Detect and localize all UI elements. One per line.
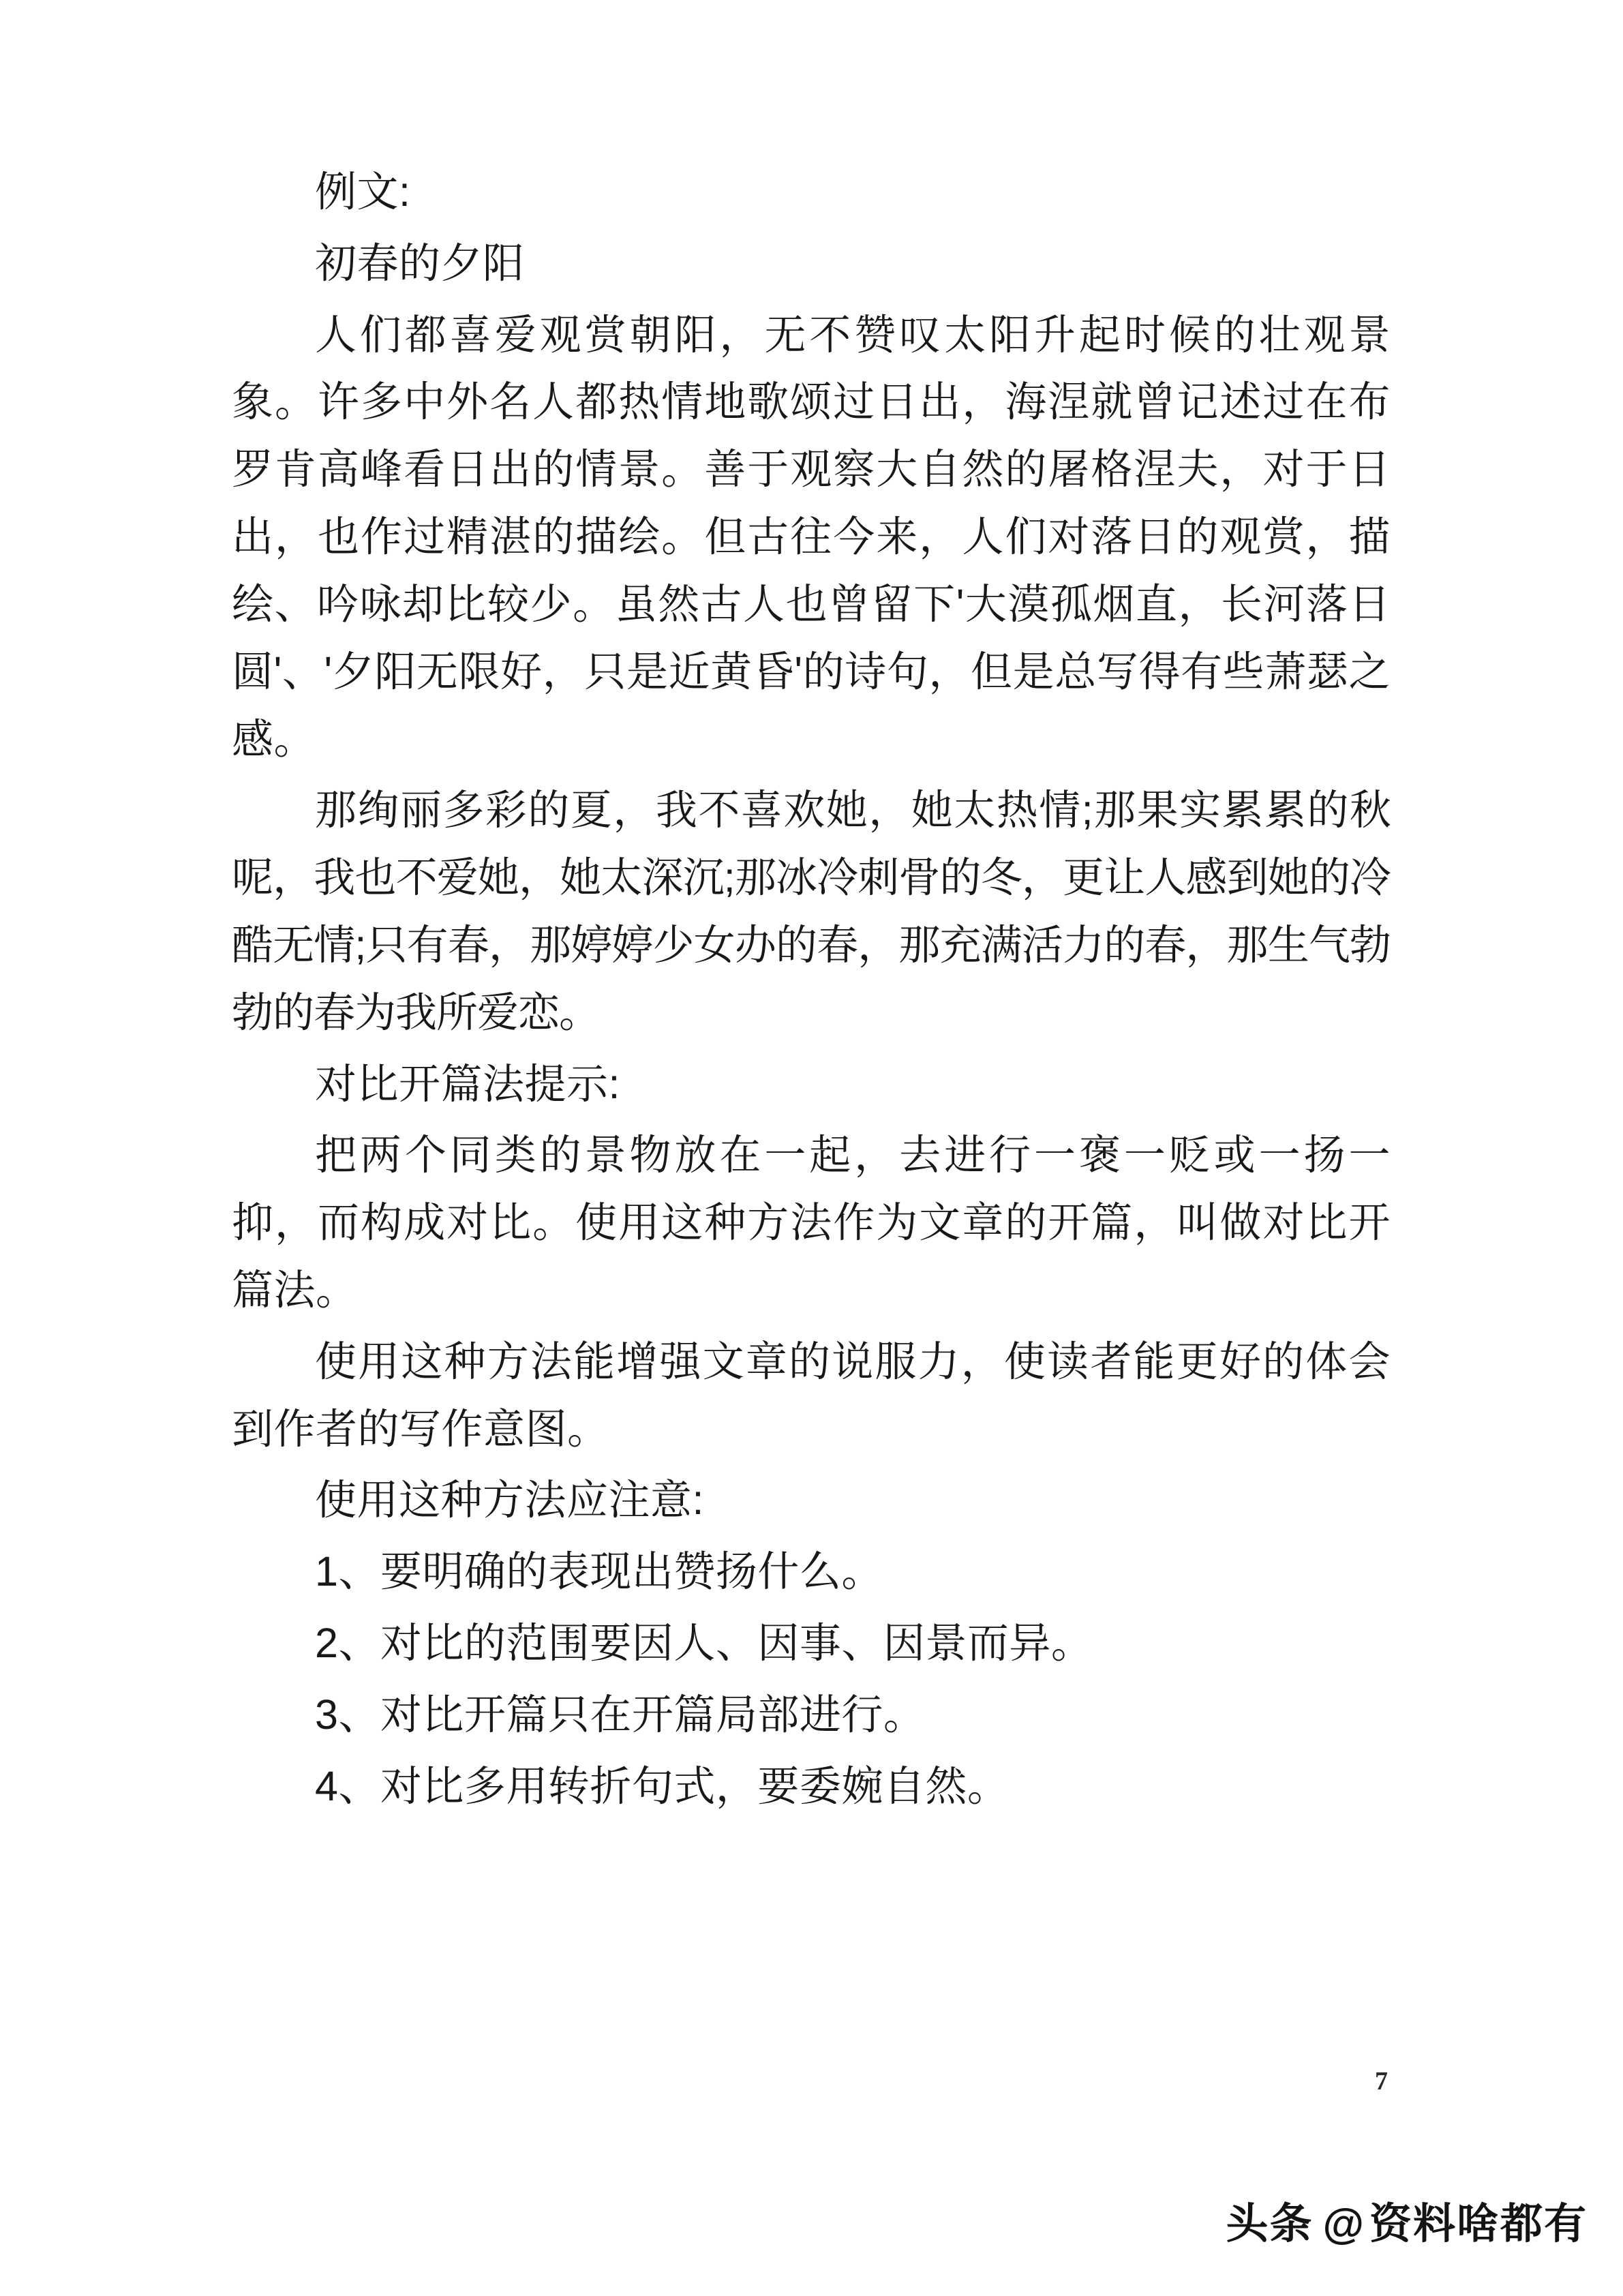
essay-title: 初春的夕阳 xyxy=(315,239,525,286)
note-item-2: 2、对比的范围要因人、因事、因景而异。 xyxy=(315,1620,1093,1667)
watermark-account: 资料啥都有 xyxy=(1369,2201,1588,2248)
example-label: 例文: xyxy=(315,168,411,215)
note-item-3: 3、对比开篇只在开篇局部进行。 xyxy=(315,1691,926,1738)
note-item-1: 1、要明确的表现出赞扬什么。 xyxy=(315,1548,883,1595)
explanation-paragraph-2: 使用这种方法能增强文章的说服力，使读者能更好的体会到作者的写作意图。 xyxy=(232,1338,1391,1452)
document-body xyxy=(232,158,1391,1824)
page-number: 7 xyxy=(1375,2067,1388,2096)
essay-paragraph-1: 人们都喜爱观赏朝阳，无不赞叹太阳升起时候的壮观景象。许多中外名人都热情地歌颂过日出，海涅就曾记述过在布罗肯高峰看日出的情景。善于观察大自然的屠格涅夫，对于日出，也作过精湛的描绘。但古往今来，人们对落日的观赏，描绘、吟咏却比较少。虽然古人也曾留下'大漠孤烟直，长河落日圆'、'夕阳无限好，只是近黄昏'的诗句，但是总写得有些萧瑟之感。 xyxy=(232,311,1391,762)
note-item-4: 4、对比多用转折句式，要委婉自然。 xyxy=(315,1762,1010,1809)
watermark-brand: 头条 xyxy=(1226,2201,1314,2248)
essay-paragraph-2: 那绚丽多彩的夏，我不喜欢她，她太热情;那果实累累的秋呢，我也不爱她，她太深沉;那冰冷刺骨的冬，更让人感到她的冷酷无情;只有春，那婷婷少女办的春，那充满活力的春，那生气勃勃的春为我所爱恋。 xyxy=(232,787,1391,1036)
section-heading-contrast-tips: 对比开篇法提示: xyxy=(315,1060,620,1107)
explanation-paragraph-1: 把两个同类的景物放在一起，去进行一褒一贬或一扬一抑，而构成对比。使用这种方法作为文章的开篇，叫做对比开篇法。 xyxy=(232,1132,1391,1313)
watermark xyxy=(1226,2203,1588,2246)
at-sign-icon: @ xyxy=(1322,2201,1365,2248)
notes-heading: 使用这种方法应注意: xyxy=(315,1477,704,1524)
